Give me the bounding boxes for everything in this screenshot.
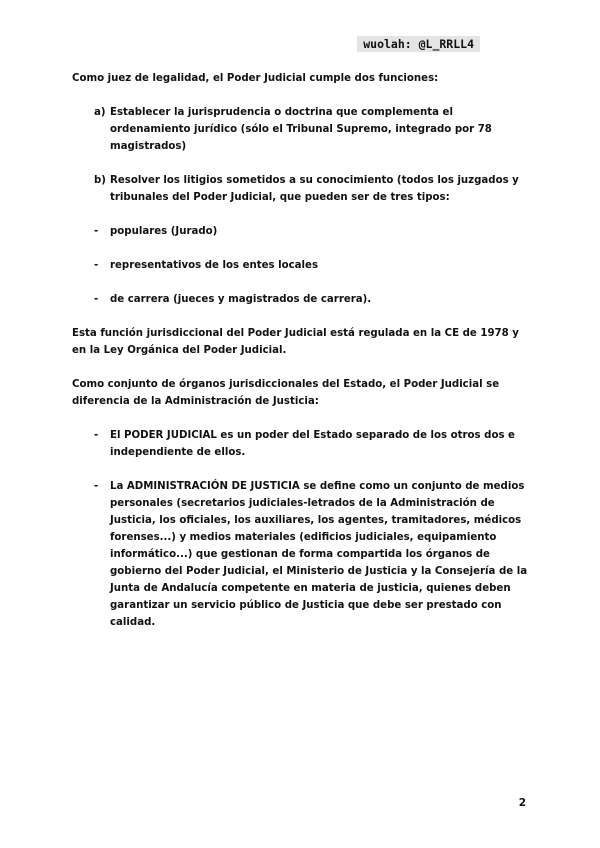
list-marker: -: [94, 294, 99, 305]
list-marker: -: [94, 430, 99, 441]
list-item-administracion-justicia: [72, 478, 532, 631]
list-item-function-a: [72, 104, 532, 155]
list-item-function-b: [72, 172, 532, 206]
difference-intro-paragraph: Como conjunto de órganos jurisdiccionales del Estado, el Poder Judicial se diferencia de la Administración de Justicia:: [72, 379, 500, 407]
list-item-type-representativos: [72, 257, 532, 274]
list-item-text: Resolver los litigios sometidos a su conocimiento (todos los juzgados y tribunales del Poder Judicial, que pueden ser de tres tipos:: [110, 175, 519, 203]
list-marker: b): [94, 175, 106, 186]
list-marker: a): [94, 107, 106, 118]
term-poder-judicial: El PODER JUDICIAL: [110, 430, 217, 441]
list-item-text: [110, 478, 532, 631]
page-number: 2: [518, 797, 526, 809]
definition-text: se define como un conjunto de medios personales (secretarios judiciales-letrados de la Administración de Justicia, los oficiales, los auxiliares, los agentes, tramitadores, médicos forenses...) y medios materiales (edificios judiciales, equipamiento informático...) que gestionan de forma compartida los órganos de gobierno del Poder Judicial, el Ministerio de Justicia y la Consejería de la Junta de Andalucía competente en materia de justicia, quienes deben garantizar un servicio público de Justicia que debe ser prestado con calidad.: [110, 481, 528, 628]
list-item-text: populares (Jurado): [110, 226, 218, 237]
document-body: [72, 70, 532, 631]
list-item-poder-judicial: [72, 427, 532, 461]
list-item-text: de carrera (jueces y magistrados de carrera).: [110, 294, 372, 305]
list-item-type-populares: [72, 223, 532, 240]
list-marker: -: [94, 481, 99, 492]
term-administracion-justicia: La ADMINISTRACIÓN DE JUSTICIA: [110, 481, 300, 492]
list-marker: -: [94, 226, 99, 237]
list-item-text: Establecer la jurisprudencia o doctrina que complementa el ordenamiento jurídico (sólo el Tribunal Supremo, integrado por 78 magistrados): [110, 107, 492, 152]
list-item-text: representativos de los entes locales: [110, 260, 319, 271]
intro-paragraph: Como juez de legalidad, el Poder Judicial cumple dos funciones:: [72, 73, 439, 84]
regulation-paragraph: Esta función jurisdiccional del Poder Judicial está regulada en la CE de 1978 y en la Ley Orgánica del Poder Judicial.: [72, 328, 519, 356]
definition-text: es un poder del Estado separado de los otros dos e independiente de ellos.: [110, 430, 515, 458]
list-marker: -: [94, 260, 99, 271]
list-item-text: [110, 427, 532, 461]
watermark: wuolah: @L_RRLL4: [357, 36, 480, 52]
list-item-type-carrera: [72, 291, 532, 308]
